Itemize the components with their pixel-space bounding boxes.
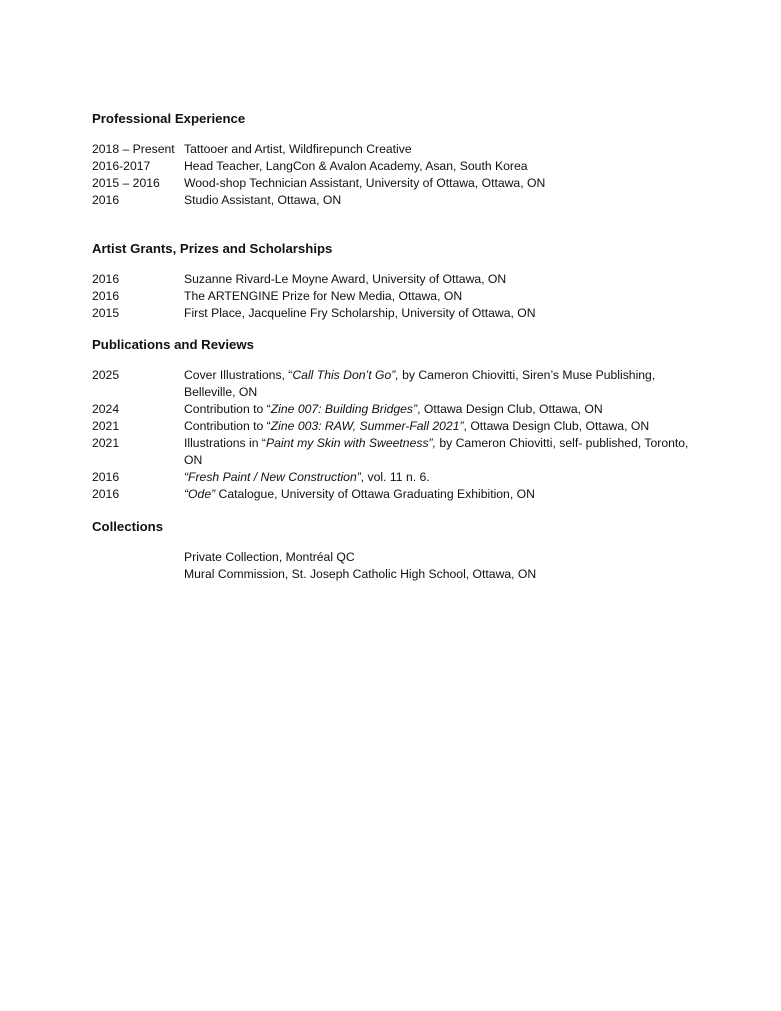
entry-row xyxy=(92,175,702,192)
entry-row xyxy=(92,158,702,175)
entry-text: Suzanne Rivard-Le Moyne Award, University of Ottawa, ON xyxy=(184,272,507,286)
entry-text-post: by Cameron Chiovitti, self- published, Toronto, ON xyxy=(184,436,689,467)
entry-date: 2016 xyxy=(92,470,120,484)
entry-date: 2016 xyxy=(92,272,120,286)
entry-row xyxy=(92,435,702,469)
entry-title-italic: Call This Don’t Go”, xyxy=(292,368,399,382)
entry-text: Studio Assistant, Ottawa, ON xyxy=(184,193,342,207)
entry-list xyxy=(92,367,702,503)
entry-row xyxy=(92,418,702,435)
entry-row xyxy=(92,192,702,209)
entry-text-post: , Ottawa Design Club, Ottawa, ON xyxy=(463,419,650,433)
entry-row xyxy=(92,271,702,288)
entry-text-pre: Contribution to “ xyxy=(184,402,271,416)
entry-date: 2025 xyxy=(92,368,120,382)
entry-text xyxy=(184,418,689,435)
entry-date: 2021 xyxy=(92,419,120,433)
entry-date: 2015 – 2016 xyxy=(92,176,160,190)
section-collections xyxy=(92,518,702,583)
entry-date: 2024 xyxy=(92,402,120,416)
section-publications-reviews xyxy=(92,336,702,503)
entry-date: 2016 xyxy=(92,487,120,501)
entry-text xyxy=(184,367,689,401)
entry-list xyxy=(92,271,702,322)
entry-row xyxy=(92,566,702,583)
entry-text: Tattooer and Artist, Wildfirepunch Creative xyxy=(184,142,412,156)
section-heading: Professional Experience xyxy=(92,111,246,126)
entry-date: 2018 – Present xyxy=(92,142,175,156)
entry-text: Head Teacher, LangCon & Avalon Academy, Asan, South Korea xyxy=(184,159,528,173)
entry-title-italic: “Ode” xyxy=(184,487,216,501)
entry-date: 2016-2017 xyxy=(92,159,151,173)
entry-date: 2021 xyxy=(92,436,120,450)
entry-text-post: by Cameron Chiovitti, Siren’s Muse Publishing, Belleville, ON xyxy=(184,368,656,399)
section-heading: Artist Grants, Prizes and Scholarships xyxy=(92,241,333,256)
entry-row xyxy=(92,367,702,401)
entry-text-pre: Cover Illustrations, “ xyxy=(184,368,293,382)
entry-title-italic: Paint my Skin with Sweetness”, xyxy=(265,436,436,450)
entry-list xyxy=(92,141,702,209)
section-professional-experience xyxy=(92,110,702,209)
entry-text: Mural Commission, St. Joseph Catholic High School, Ottawa, ON xyxy=(184,567,537,581)
entry-text: Private Collection, Montréal QC xyxy=(184,550,355,564)
entry-title-italic: “Fresh Paint / New Construction” xyxy=(184,470,361,484)
entry-row xyxy=(92,288,702,305)
entry-text xyxy=(184,486,689,503)
entry-text-post: , Ottawa Design Club, Ottawa, ON xyxy=(417,402,603,416)
entry-text xyxy=(184,435,689,469)
entry-text-pre: Illustrations in “ xyxy=(184,436,266,450)
entry-row xyxy=(92,305,702,322)
entry-text xyxy=(184,401,689,418)
entry-row xyxy=(92,141,702,158)
entry-title-italic: Zine 003: RAW, Summer-Fall 2021” xyxy=(270,419,464,433)
entry-row xyxy=(92,486,702,503)
entry-date: 2016 xyxy=(92,193,120,207)
entry-text: Wood-shop Technician Assistant, University of Ottawa, Ottawa, ON xyxy=(184,176,546,190)
entry-list xyxy=(92,549,702,583)
section-heading: Collections xyxy=(92,519,164,534)
section-grants-prizes xyxy=(92,240,702,322)
entry-row xyxy=(92,469,702,486)
entry-text: First Place, Jacqueline Fry Scholarship, University of Ottawa, ON xyxy=(184,306,536,320)
entry-text-post: , vol. 11 n. 6. xyxy=(360,470,430,484)
entry-row xyxy=(92,549,702,566)
entry-title-italic: Zine 007: Building Bridges” xyxy=(270,402,418,416)
entry-date: 2016 xyxy=(92,289,120,303)
entry-text-post: Catalogue, University of Ottawa Graduating Exhibition, ON xyxy=(215,487,535,501)
entry-date: 2015 xyxy=(92,306,120,320)
entry-text xyxy=(184,469,689,486)
entry-text-pre: Contribution to “ xyxy=(184,419,271,433)
entry-text: The ARTENGINE Prize for New Media, Ottawa, ON xyxy=(184,289,463,303)
section-heading: Publications and Reviews xyxy=(92,337,254,352)
entry-row xyxy=(92,401,702,418)
